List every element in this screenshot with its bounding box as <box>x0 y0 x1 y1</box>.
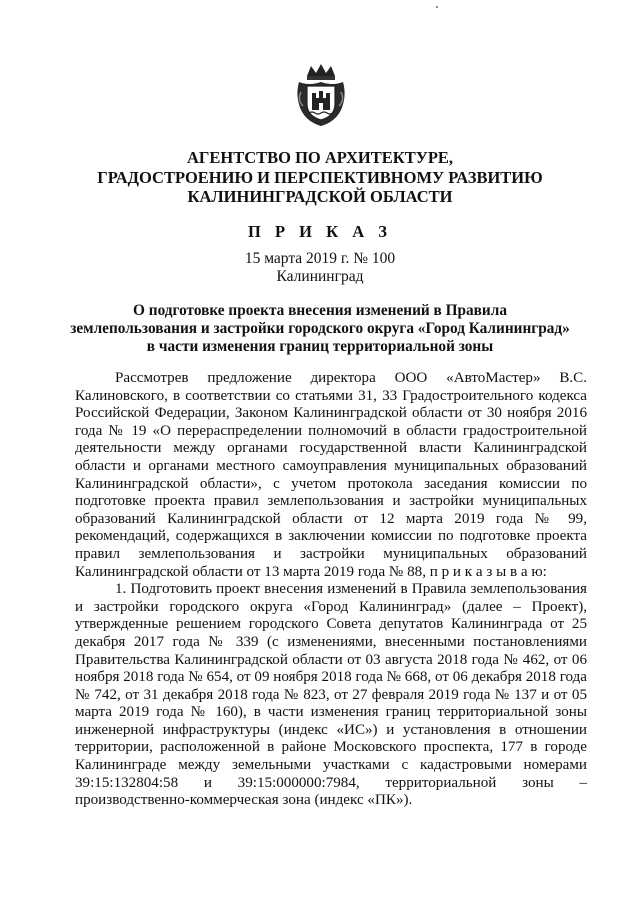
subject-line-1: О подготовке проекта внесения изменений в Правила <box>133 302 507 319</box>
document-body <box>75 370 587 810</box>
agency-name-line-1: АГЕНТСТВО ПО АРХИТЕКТУРЕ, <box>186 148 454 167</box>
document-type: П Р И К А З <box>248 222 392 241</box>
subject-line-2: землепользования и застройки городского округа «Город Калининград» <box>70 320 570 337</box>
preamble-paragraph <box>75 370 587 581</box>
preamble-text: Рассмотрев предложение директора ООО «АвтоМастер» В.С. Калиновского, в соответствии со статьями 31, 33 Градостроительного кодекса Российской Федерации, Законом Калининградской области от 30 ноября 2016 года № 19 «О перераспределении полномочий в области градостроительной деятельности между органами государственной власти Калининградской области и органами местного самоуправления муниципальных образований Калининградской области», с учетом протокола заседания комиссии по подготовке проекта правил землепользования и застройки муниципальных образований Калининградской области от 12 марта 2019 года № 99, рекомендаций, содержащихся в заключении комиссии по подготовке проекта правил землепользования и застройки муниципальных образований Калининградской области от 13 марта 2019 года № 88, <box>75 370 587 580</box>
document-subject <box>60 302 580 356</box>
agency-name-line-2: ГРАДОСТРОЕНИЮ И ПЕРСПЕКТИВНОМУ РАЗВИТИЮ <box>97 167 543 187</box>
clause-1-paragraph: 1. Подготовить проект внесения изменений в Правила землепользования и застройки городского округа «Город Калининград» (далее – Проект), утвержденные решением городского Совета депутатов Калининграда от 25 декабря 2017 года № 339 (с изменениями, внесенными постановлениями Правительства Калининградской области от 03 августа 2018 года № 462, от 06 ноября 2018 года № 654, от 09 ноября 2018 года № 668, от 06 декабря 2018 года № 742, от 31 декабря 2018 года № 823, от 27 февраля 2019 года № 137 и от 05 марта 2019 года № 160), в части изменения границ территориальной зоны инженерной инфраструктуры (индекс «ИС») и установления в отношении территории, расположенной в районе Московского проспекта, 177 в городе Калининграде между земельными участками с кадастровыми номерами 39:15:132804:58 и 39:15:000000:7984, территориальной зоны – производственно-коммерческая зона (индекс «ПК»). <box>75 581 587 809</box>
coat-of-arms-icon <box>293 62 349 128</box>
document-city: Калининград <box>276 268 364 285</box>
agency-header <box>60 148 580 207</box>
subject-line-3: в части изменения границ территориальной зоны <box>146 338 494 355</box>
agency-name-line-3: КАЛИНИНГРАДСКОЙ ОБЛАСТИ <box>187 187 453 206</box>
document-date-number: 15 марта 2019 г. № 100 <box>244 250 396 267</box>
order-word: п р и к а з ы в а ю: <box>429 563 547 580</box>
date-and-place <box>60 250 580 286</box>
scan-speck <box>436 6 438 8</box>
